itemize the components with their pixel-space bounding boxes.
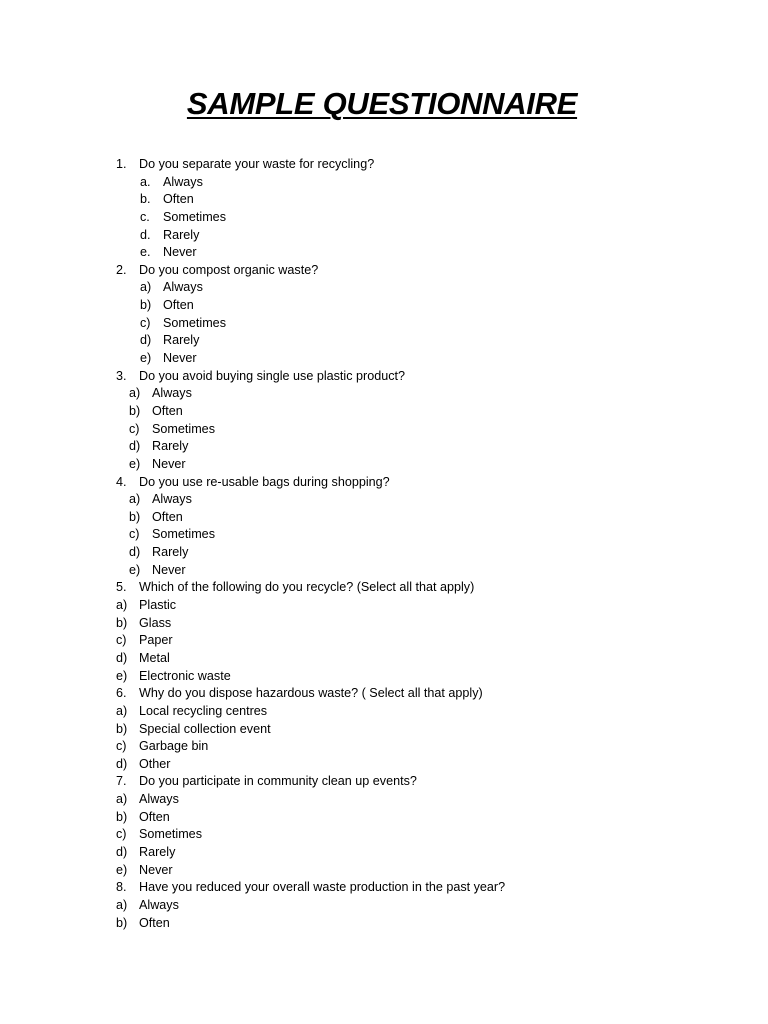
option-marker: b) <box>116 721 128 736</box>
answer-option <box>0 615 768 633</box>
option-marker: e) <box>129 562 141 577</box>
option-marker: a) <box>116 703 128 718</box>
option-marker: d) <box>129 545 141 560</box>
option-marker: c) <box>116 827 127 842</box>
question-number: 7. <box>116 774 127 789</box>
option-marker: b) <box>116 915 128 930</box>
answer-option <box>0 562 768 580</box>
answer-option <box>0 544 768 562</box>
question-number: 5. <box>116 580 127 595</box>
question-item <box>0 773 768 791</box>
answer-option <box>0 491 768 509</box>
answer-option <box>0 862 768 880</box>
option-marker: c) <box>116 633 127 648</box>
question-text: Do you separate your waste for recycling? <box>139 157 375 171</box>
answer-option <box>0 332 768 350</box>
option-text: Local recycling centres <box>139 703 268 718</box>
option-marker: d) <box>129 439 141 454</box>
option-marker: c. <box>140 209 150 224</box>
question-number: 8. <box>116 880 127 895</box>
question-item <box>0 879 768 897</box>
answer-option <box>0 350 768 368</box>
option-text: Always <box>139 897 179 912</box>
question-number: 4. <box>116 474 127 489</box>
option-text: Rarely <box>163 227 200 242</box>
option-text: Special collection event <box>139 721 271 736</box>
option-text: Never <box>163 245 197 260</box>
option-text: Sometimes <box>139 827 202 842</box>
answer-option <box>0 279 768 297</box>
answer-option <box>0 403 768 421</box>
answer-option <box>0 191 768 209</box>
option-marker: e. <box>140 245 151 260</box>
option-marker: b. <box>140 192 151 207</box>
option-text: Electronic waste <box>139 668 231 683</box>
option-marker: c) <box>140 315 151 330</box>
answer-option <box>0 227 768 245</box>
question-text: Do you participate in community clean up events? <box>139 774 417 789</box>
answer-option <box>0 526 768 544</box>
option-marker: c) <box>116 739 127 754</box>
option-text: Always <box>152 386 192 401</box>
option-marker: e) <box>116 862 128 877</box>
answer-option <box>0 315 768 333</box>
option-marker: e) <box>129 456 141 471</box>
option-text: Garbage bin <box>139 739 209 754</box>
option-text: Rarely <box>139 844 176 859</box>
question-number: 1. <box>116 157 127 171</box>
option-text: Rarely <box>152 545 189 560</box>
answer-option <box>0 721 768 739</box>
question-item <box>0 156 768 174</box>
option-text: Often <box>139 809 170 824</box>
option-text: Always <box>139 792 179 807</box>
option-marker: b) <box>140 298 152 313</box>
question-item <box>0 262 768 280</box>
answer-option <box>0 897 768 915</box>
question-text: Why do you dispose hazardous waste? ( Select all that apply) <box>139 686 483 701</box>
option-marker: b) <box>129 403 141 418</box>
option-text: Never <box>152 562 186 577</box>
answer-option <box>0 421 768 439</box>
answer-option <box>0 209 768 227</box>
option-marker: e) <box>140 351 152 366</box>
answer-option <box>0 244 768 262</box>
answer-option <box>0 438 768 456</box>
answer-option <box>0 650 768 668</box>
option-text: Glass <box>139 615 172 630</box>
option-marker: c) <box>129 527 140 542</box>
option-marker: a) <box>140 280 152 295</box>
option-text: Sometimes <box>163 209 226 224</box>
option-text: Rarely <box>152 439 189 454</box>
option-text: Often <box>139 915 170 930</box>
option-text: Never <box>152 456 186 471</box>
page-title: SAMPLE QUESTIONNAIRE <box>186 86 578 121</box>
option-marker: d) <box>116 844 128 859</box>
answer-option <box>0 297 768 315</box>
answer-option <box>0 826 768 844</box>
option-text: Sometimes <box>152 421 215 436</box>
option-text: Sometimes <box>152 527 215 542</box>
questionnaire-list <box>0 156 768 932</box>
question-text: Do you use re-usable bags during shopping? <box>139 474 390 489</box>
option-text: Plastic <box>139 598 177 613</box>
option-marker: a) <box>116 598 128 613</box>
question-number: 2. <box>116 262 127 277</box>
option-text: Always <box>163 280 203 295</box>
question-item <box>0 474 768 492</box>
question-text: Which of the following do you recycle? (Select all that apply) <box>139 580 475 595</box>
option-text: Never <box>163 351 197 366</box>
option-text: Often <box>163 298 194 313</box>
option-text: Metal <box>139 650 170 665</box>
answer-option <box>0 509 768 527</box>
answer-option <box>0 703 768 721</box>
question-text: Have you reduced your overall waste production in the past year? <box>139 880 506 895</box>
option-marker: d) <box>116 650 128 665</box>
answer-option <box>0 756 768 774</box>
question-item <box>0 368 768 386</box>
answer-option <box>0 915 768 933</box>
answer-option <box>0 174 768 192</box>
question-text: Do you compost organic waste? <box>139 262 319 277</box>
option-marker: a) <box>116 897 128 912</box>
answer-option <box>0 844 768 862</box>
answer-option <box>0 632 768 650</box>
answer-option <box>0 597 768 615</box>
question-item <box>0 579 768 597</box>
option-text: Often <box>163 192 194 207</box>
option-marker: e) <box>116 668 128 683</box>
option-marker: a) <box>116 792 128 807</box>
answer-option <box>0 738 768 756</box>
answer-option <box>0 668 768 686</box>
option-text: Often <box>152 403 183 418</box>
option-marker: b) <box>116 809 128 824</box>
option-marker: c) <box>129 421 140 436</box>
option-marker: d) <box>116 756 128 771</box>
option-text: Paper <box>139 633 173 648</box>
option-text: Always <box>163 174 203 189</box>
option-text: Often <box>152 509 183 524</box>
answer-option <box>0 809 768 827</box>
option-text: Always <box>152 492 192 507</box>
option-text: Rarely <box>163 333 200 348</box>
option-text: Other <box>139 756 171 771</box>
option-marker: a. <box>140 174 151 189</box>
question-number: 6. <box>116 686 127 701</box>
answer-option <box>0 791 768 809</box>
answer-option <box>0 456 768 474</box>
option-text: Sometimes <box>163 315 226 330</box>
option-marker: a) <box>129 492 141 507</box>
question-item <box>0 685 768 703</box>
option-marker: d. <box>140 227 151 242</box>
question-number: 3. <box>116 368 127 383</box>
question-text: Do you avoid buying single use plastic product? <box>139 368 406 383</box>
option-marker: d) <box>140 333 152 348</box>
option-marker: b) <box>129 509 141 524</box>
option-marker: b) <box>116 615 128 630</box>
option-marker: a) <box>129 386 141 401</box>
answer-option <box>0 385 768 403</box>
option-text: Never <box>139 862 173 877</box>
